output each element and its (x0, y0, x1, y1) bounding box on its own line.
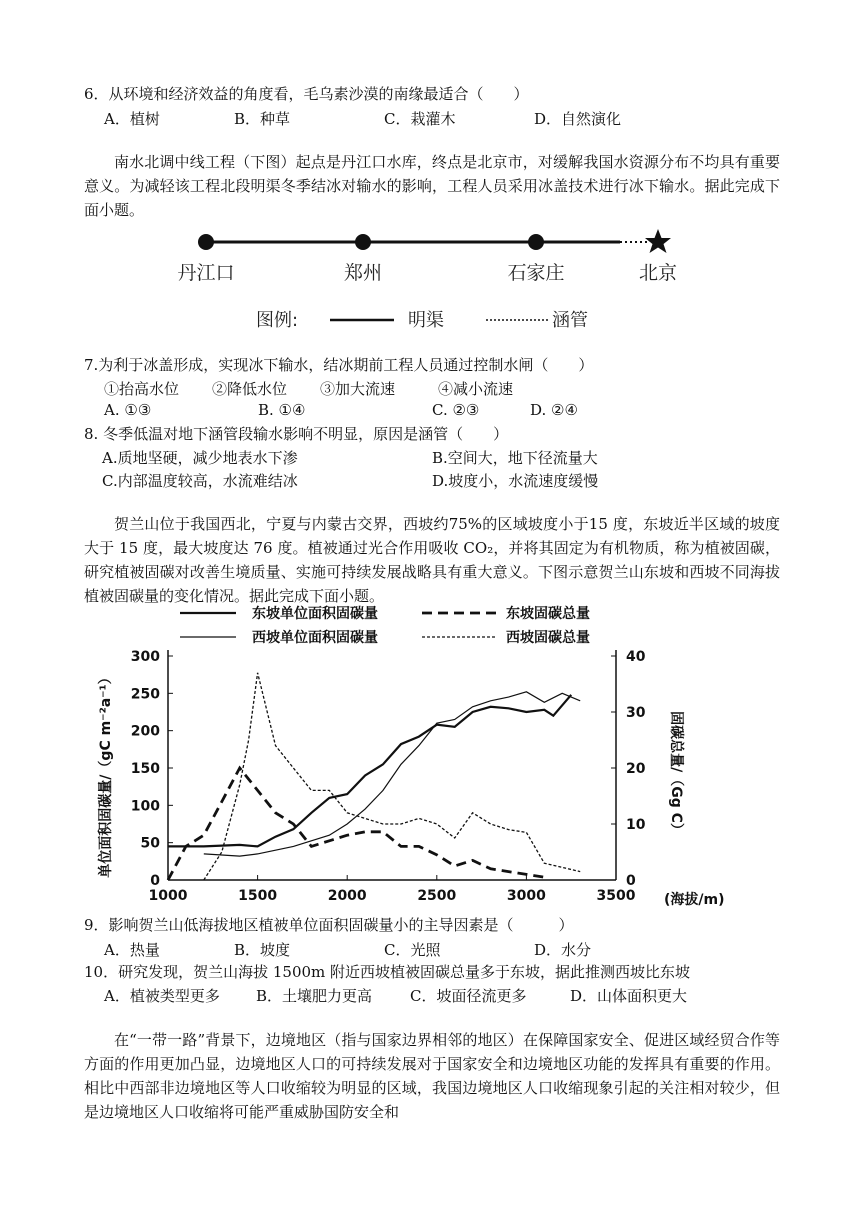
x-tick-label: 1000 (148, 888, 188, 904)
y-right-tick-label: 10 (626, 817, 646, 833)
q10-option-c: C．坡面径流更多 (410, 987, 527, 1005)
y-axis-left-label: 单位面积固碳量/（gC m⁻²a⁻¹） (98, 670, 114, 878)
y-right-tick-label: 30 (626, 705, 646, 721)
east-per-area-series (168, 695, 571, 847)
station-star-beijing (645, 229, 671, 253)
carbon-sequestration-chart (96, 604, 760, 910)
q7-option-b: B. ①④ (258, 401, 306, 419)
y-left-tick-label: 100 (130, 798, 160, 815)
station-dot-danjiangkou (198, 234, 214, 250)
q6-option-b: B．种草 (234, 110, 291, 128)
y-right-tick-label: 0 (626, 873, 636, 889)
y-left-tick-label: 50 (140, 835, 160, 852)
q9-stem: 9．影响贺兰山低海拔地区植被单位面积固碳量小的主导因素是（ ） (84, 916, 574, 934)
legend-east-per-area-label: 东坡单位面积固碳量 (252, 606, 378, 622)
q7-choice-3: ③加大流速 (320, 380, 396, 398)
y-left-tick-label: 250 (130, 686, 160, 703)
y-left-tick-label: 150 (130, 761, 160, 777)
station-dot-zhengzhou (355, 234, 371, 250)
q7-choice-4: ④减小流速 (438, 380, 514, 398)
q9-option-c: C．光照 (384, 941, 441, 959)
q10-option-d: D．山体面积更大 (570, 987, 688, 1005)
q7-stem: 7.为利于冰盖形成，实现冰下输水，结冰期前工程人员通过控制水闸（ ） (84, 356, 594, 374)
q10-stem: 10．研究发现，贺兰山海拔 1500m 附近西坡植被固碳总量多于东坡，据此推测西坡比东坡 (84, 963, 691, 981)
x-tick-label: 2000 (327, 888, 367, 904)
q7-choice-2: ②降低水位 (212, 380, 288, 398)
q9-option-b: B．坡度 (234, 941, 291, 959)
q8-option-d: D.坡度小，水流速度缓慢 (432, 472, 599, 490)
q10-option-b: B．土壤肥力更高 (256, 987, 373, 1005)
legend-west-per-area-label: 西坡单位面积固碳量 (252, 630, 378, 646)
q9-option-d: D．水分 (534, 941, 592, 959)
q8-option-b: B.空间大，地下径流量大 (432, 449, 598, 467)
q7-option-a: A. ①③ (104, 401, 152, 419)
legend-open-channel-label: 明渠 (408, 310, 444, 331)
q7-choice-1: ①抬高水位 (104, 380, 180, 398)
q7-option-c: C. ②③ (432, 401, 480, 419)
station-label-zhengzhou: 郑州 (343, 262, 383, 284)
x-tick-label: 3000 (506, 888, 546, 904)
q8-stem: 8. 冬季低温对地下涵管段输水影响不明显，原因是涵管（ ） (84, 425, 509, 443)
q6-option-c: C．栽灌木 (384, 110, 456, 128)
y-left-tick-label: 0 (150, 873, 160, 889)
y-left-tick-label: 300 (130, 649, 160, 665)
passage-border-regions: 在“一带一路”背景下，边境地区（指与国家边界相邻的地区）在保障国家安全、促进区域经贸合作等方面的作用更加凸显，边境地区人口的可持续发展对于国家安全和边境地区功能的发挥具有重要的作用。相比中西部非边境地区等人口收缩较为明显的区域，我国边境地区人口收缩现象引起的关注相对较少，但是边境地区人口收缩将可能严重威胁国防安全和 (84, 1031, 780, 1121)
y-left-tick-label: 200 (130, 723, 160, 740)
q6-option-a: A．植树 (104, 110, 160, 128)
q7-option-d: D. ②④ (530, 401, 578, 419)
station-dot-shijiazhuang (528, 234, 544, 250)
q9-option-a: A．热量 (104, 941, 160, 959)
y-axis-right-label: 固碳总量/（Gg C） (668, 711, 684, 837)
y-right-tick-label: 40 (626, 649, 646, 665)
legend-culvert-label: 涵管 (552, 310, 588, 331)
y-right-tick-label: 20 (626, 761, 646, 777)
station-label-danjiangkou: 丹江口 (177, 262, 235, 284)
q10-option-a: A．植被类型更多 (104, 987, 220, 1005)
x-tick-label: 3500 (596, 888, 636, 904)
legend-title: 图例: (256, 310, 299, 331)
passage-south-north-water: 南水北调中线工程（下图）起点是丹江口水库，终点是北京市，对缓解我国水资源分布不均具有重要意义。为减轻该工程北段明渠冬季结冰对输水的影响，工程人员采用冰盖技术进行冰下输水。据此完成下面小题。 (84, 153, 780, 219)
x-axis-label: (海拔/m) (664, 892, 725, 908)
x-tick-label: 2500 (417, 888, 457, 904)
station-label-shijiazhuang: 石家庄 (507, 262, 565, 284)
q6-stem: 6．从环境和经济效益的角度看，毛乌素沙漠的南缘最适合（ ） (84, 85, 529, 103)
q8-option-c: C.内部温度较高，水流难结冰 (102, 472, 298, 490)
q8-option-a: A.质地坚硬，减少地表水下渗 (102, 449, 298, 467)
station-label-beijing: 北京 (638, 262, 678, 284)
x-tick-label: 1500 (238, 888, 278, 904)
legend-west-total-label: 西坡固碳总量 (506, 630, 590, 646)
passage-helan-mountain: 贺兰山位于我国西北，宁夏与内蒙古交界，西坡约75%的区域坡度小于15 度，东坡近半区域的坡度大于 15 度，最大坡度达 76 度。植被通过光合作用吸收 CO₂，并将其固定为有机物质，称为植被固碳，研究植被固碳对改善生境质量、实施可持续发展战略具有重大意义。下图示意贺兰山东坡和西坡不同海拔植被固碳量的变化情况。据此完成下面小题。 (84, 515, 780, 605)
legend-east-total-label: 东坡固碳总量 (506, 606, 590, 622)
route-diagram (160, 222, 720, 334)
q6-option-d: D．自然演化 (534, 110, 622, 128)
